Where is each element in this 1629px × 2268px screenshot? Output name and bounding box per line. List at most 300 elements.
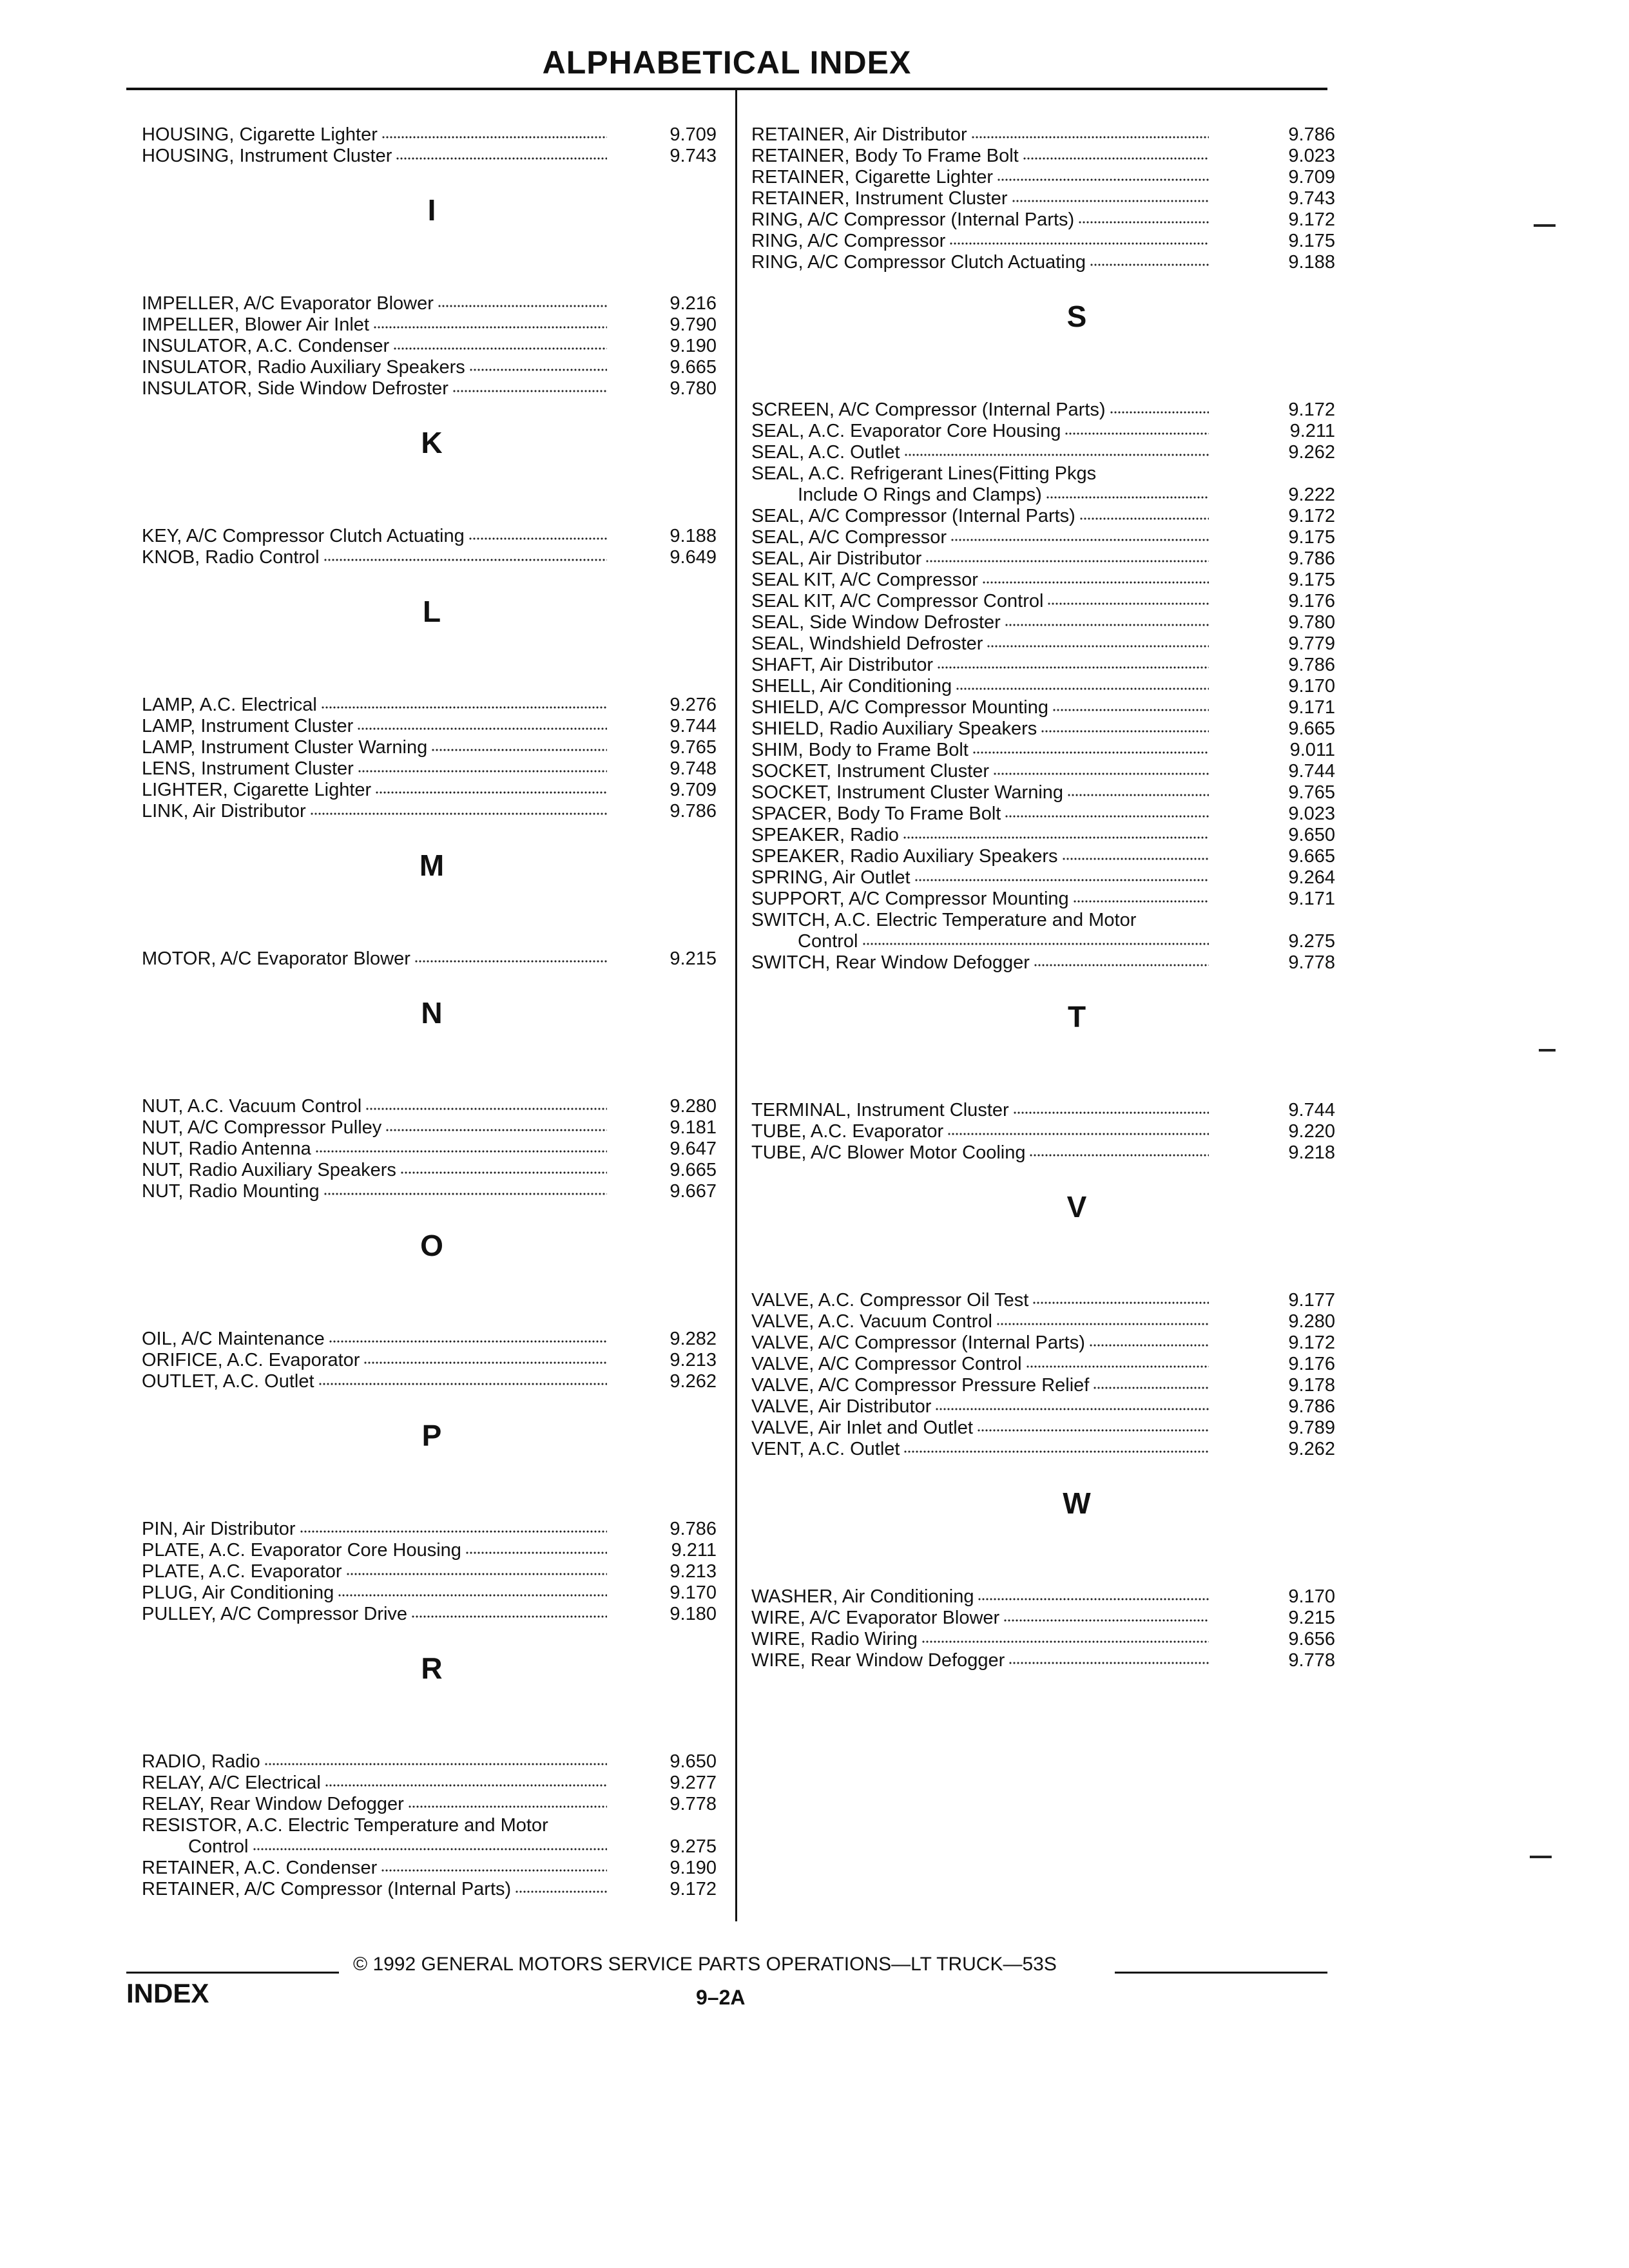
entry-description: VALVE, A/C Compressor (Internal Parts) bbox=[751, 1332, 1085, 1353]
index-entry bbox=[142, 336, 722, 357]
entry-page-number: 9.786 bbox=[1288, 124, 1335, 145]
index-entry bbox=[142, 1329, 722, 1350]
index-entry bbox=[142, 1773, 722, 1794]
entry-description: RETAINER, A/C Compressor (Internal Parts) bbox=[142, 1879, 512, 1899]
dot-leader bbox=[971, 135, 1209, 140]
entry-page-number: 9.023 bbox=[1288, 146, 1335, 166]
dot-leader bbox=[982, 580, 1209, 585]
dot-leader bbox=[993, 771, 1209, 776]
index-entry bbox=[751, 399, 1338, 421]
entry-description: SEAL, A.C. Outlet bbox=[751, 442, 900, 463]
index-entry bbox=[142, 146, 722, 167]
index-entry bbox=[751, 146, 1338, 167]
dot-leader bbox=[1052, 707, 1209, 713]
dot-leader bbox=[1005, 622, 1209, 628]
entry-page-number: 9.188 bbox=[1288, 252, 1335, 273]
index-entry bbox=[751, 252, 1338, 273]
entry-description: MOTOR, A/C Evaporator Blower bbox=[142, 948, 410, 969]
entry-page-number: 9.709 bbox=[670, 124, 717, 145]
index-entry bbox=[142, 1582, 722, 1604]
entry-description: SEAL, A.C. Evaporator Core Housing bbox=[751, 421, 1061, 441]
entry-description: TUBE, A/C Blower Motor Cooling bbox=[751, 1142, 1026, 1163]
entry-page-number: 9.262 bbox=[1288, 1439, 1335, 1459]
index-entry bbox=[142, 1751, 722, 1773]
entry-description: SHIELD, Radio Auxiliary Speakers bbox=[751, 718, 1037, 739]
index-entry bbox=[142, 293, 722, 314]
entry-description: SOCKET, Instrument Cluster Warning bbox=[751, 782, 1064, 803]
footer-page-number: 9–2A bbox=[696, 1986, 746, 2009]
index-entry bbox=[142, 737, 722, 758]
dot-leader bbox=[1023, 156, 1209, 161]
entry-description: RETAINER, Body To Frame Bolt bbox=[751, 146, 1019, 166]
entry-page-number: 9.786 bbox=[670, 801, 717, 822]
dot-leader bbox=[1003, 1618, 1209, 1623]
index-entry bbox=[142, 1561, 722, 1582]
dot-leader bbox=[903, 1449, 1209, 1454]
index-entry bbox=[751, 952, 1338, 974]
index-entry bbox=[142, 1540, 722, 1561]
entry-page-number: 9.213 bbox=[670, 1350, 717, 1370]
dot-leader bbox=[1090, 262, 1209, 267]
dot-leader bbox=[972, 750, 1209, 755]
entry-page-number: 9.786 bbox=[670, 1519, 717, 1539]
dot-leader bbox=[904, 452, 1209, 457]
entry-description: KNOB, Radio Control bbox=[142, 547, 320, 568]
entry-description: PLATE, A.C. Evaporator bbox=[142, 1561, 342, 1582]
entry-page-number: 9.650 bbox=[670, 1751, 717, 1772]
entry-description: SOCKET, Instrument Cluster bbox=[751, 761, 990, 782]
index-entry bbox=[142, 1096, 722, 1117]
entry-description: VALVE, A/C Compressor Control bbox=[751, 1354, 1022, 1374]
entry-description: RING, A/C Compressor Clutch Actuating bbox=[751, 252, 1086, 273]
entry-description: WIRE, Radio Wiring bbox=[751, 1629, 918, 1649]
index-entry bbox=[751, 676, 1338, 697]
index-entry bbox=[142, 314, 722, 336]
index-entry bbox=[751, 1418, 1338, 1439]
index-entry bbox=[142, 1371, 722, 1392]
entry-description: SPACER, Body To Frame Bolt bbox=[751, 803, 1001, 824]
index-entry bbox=[751, 867, 1338, 889]
dot-leader bbox=[977, 1428, 1209, 1433]
entry-page-number: 9.665 bbox=[670, 357, 717, 378]
dot-leader bbox=[914, 878, 1209, 883]
entry-description: VALVE, A.C. Vacuum Control bbox=[751, 1311, 992, 1332]
entry-page-number: 9.176 bbox=[1288, 591, 1335, 611]
index-entry bbox=[751, 910, 1338, 931]
index-entry bbox=[751, 124, 1338, 146]
index-entry bbox=[751, 1311, 1338, 1332]
dot-leader bbox=[264, 1762, 607, 1767]
index-entry bbox=[751, 825, 1338, 846]
index-entry bbox=[751, 740, 1338, 761]
entry-page-number: 9.779 bbox=[1288, 633, 1335, 654]
dot-leader bbox=[1110, 410, 1209, 415]
section-letter: K bbox=[421, 426, 443, 459]
entry-page-number: 9.176 bbox=[1288, 1354, 1335, 1374]
index-entry bbox=[751, 506, 1338, 527]
dot-leader bbox=[346, 1571, 607, 1577]
entry-page-number: 9.172 bbox=[1288, 1332, 1335, 1353]
entry-page-number: 9.780 bbox=[1288, 612, 1335, 633]
entry-page-number: 9.649 bbox=[670, 547, 717, 568]
index-entry bbox=[142, 1519, 722, 1540]
entry-description: NUT, Radio Antenna bbox=[142, 1139, 311, 1159]
entry-page-number: 9.647 bbox=[670, 1139, 717, 1159]
dot-leader bbox=[947, 1131, 1209, 1137]
entry-page-number: 9.709 bbox=[1288, 167, 1335, 187]
entry-page-number: 9.778 bbox=[1288, 1650, 1335, 1671]
dot-leader bbox=[903, 835, 1209, 840]
section-letter: O bbox=[420, 1229, 443, 1262]
index-entry bbox=[142, 1604, 722, 1625]
entry-description: WIRE, A/C Evaporator Blower bbox=[751, 1608, 1000, 1628]
entry-page-number: 9.264 bbox=[1288, 867, 1335, 888]
entry-description: INSULATOR, A.C. Condenser bbox=[142, 336, 390, 356]
entry-description: VALVE, Air Inlet and Outlet bbox=[751, 1418, 973, 1438]
entry-description: SEAL, A/C Compressor (Internal Parts) bbox=[751, 506, 1075, 526]
entry-description: Control bbox=[798, 931, 858, 952]
entry-page-number: 9.216 bbox=[670, 293, 717, 314]
entry-page-number: 9.170 bbox=[1288, 676, 1335, 697]
entry-page-number: 9.276 bbox=[670, 695, 717, 715]
section-letter: M bbox=[419, 849, 445, 882]
entry-description: RESISTOR, A.C. Electric Temperature and Motor bbox=[142, 1815, 548, 1836]
index-entry bbox=[142, 124, 722, 146]
dot-leader bbox=[925, 559, 1209, 564]
entry-description: PIN, Air Distributor bbox=[142, 1519, 296, 1539]
dot-leader bbox=[408, 1804, 607, 1809]
entry-page-number: 9.277 bbox=[670, 1773, 717, 1793]
entry-description: RETAINER, Cigarette Lighter bbox=[751, 167, 993, 187]
section-letter: R bbox=[421, 1651, 443, 1685]
index-entry bbox=[142, 1879, 722, 1900]
index-entry bbox=[142, 1794, 722, 1815]
dot-leader bbox=[253, 1847, 607, 1852]
index-entry bbox=[751, 1629, 1338, 1650]
entry-description: INSULATOR, Radio Auxiliary Speakers bbox=[142, 357, 465, 378]
entry-page-number: 9.178 bbox=[1288, 1375, 1335, 1396]
dot-leader bbox=[365, 1106, 607, 1111]
index-entry bbox=[142, 758, 722, 780]
index-entry bbox=[751, 697, 1338, 718]
index-entry bbox=[751, 612, 1338, 633]
index-entry bbox=[751, 421, 1338, 442]
entry-description: RADIO, Radio bbox=[142, 1751, 260, 1772]
index-entry bbox=[751, 803, 1338, 825]
entry-description: OUTLET, A.C. Outlet bbox=[142, 1371, 314, 1392]
entry-page-number: 9.170 bbox=[1288, 1586, 1335, 1607]
entry-page-number: 9.190 bbox=[670, 1858, 717, 1878]
entry-description: NUT, A.C. Vacuum Control bbox=[142, 1096, 362, 1117]
entry-page-number: 9.220 bbox=[1288, 1121, 1335, 1142]
dot-leader bbox=[997, 177, 1209, 182]
dot-leader bbox=[949, 241, 1209, 246]
entry-description: KEY, A/C Compressor Clutch Actuating bbox=[142, 526, 465, 546]
entry-page-number: 9.175 bbox=[1288, 570, 1335, 590]
page-title: ALPHABETICAL INDEX bbox=[542, 44, 912, 81]
entry-description: RELAY, Rear Window Defogger bbox=[142, 1794, 404, 1814]
entry-page-number: 9.650 bbox=[1288, 825, 1335, 845]
dot-leader bbox=[1046, 495, 1209, 500]
dot-leader bbox=[329, 1339, 607, 1344]
entry-description: LENS, Instrument Cluster bbox=[142, 758, 354, 779]
entry-description: OIL, A/C Maintenance bbox=[142, 1329, 325, 1349]
entry-description: SHIELD, A/C Compressor Mounting bbox=[751, 697, 1048, 718]
dot-leader bbox=[515, 1889, 607, 1894]
entry-description: LAMP, A.C. Electrical bbox=[142, 695, 317, 715]
entry-page-number: 9.172 bbox=[1288, 399, 1335, 420]
index-entry bbox=[142, 1181, 722, 1202]
dot-leader bbox=[323, 1191, 607, 1196]
dot-leader bbox=[400, 1170, 607, 1175]
entry-description: SUPPORT, A/C Compressor Mounting bbox=[751, 889, 1069, 909]
title-rule bbox=[126, 88, 1327, 90]
entry-description: WASHER, Air Conditioning bbox=[751, 1586, 974, 1607]
index-entry bbox=[751, 485, 1338, 506]
entry-description: SEAL, Windshield Defroster bbox=[751, 633, 983, 654]
entry-page-number: 9.190 bbox=[670, 336, 717, 356]
entry-page-number: 9.665 bbox=[1288, 846, 1335, 867]
index-entry bbox=[751, 846, 1338, 867]
entry-page-number: 9.180 bbox=[670, 1604, 717, 1624]
entry-page-number: 9.262 bbox=[670, 1371, 717, 1392]
dot-leader bbox=[935, 1407, 1209, 1412]
entry-page-number: 9.744 bbox=[1288, 761, 1335, 782]
entry-page-number: 9.280 bbox=[1288, 1311, 1335, 1332]
index-entry bbox=[142, 695, 722, 716]
entry-page-number: 9.275 bbox=[1288, 931, 1335, 952]
dot-leader bbox=[468, 536, 607, 541]
index-entry bbox=[142, 1160, 722, 1181]
entry-page-number: 9.172 bbox=[670, 1879, 717, 1899]
margin-mark bbox=[1534, 224, 1556, 227]
index-entry bbox=[142, 1858, 722, 1879]
margin-mark bbox=[1539, 1049, 1556, 1052]
entry-page-number: 9.665 bbox=[1288, 718, 1335, 739]
index-entry bbox=[142, 526, 722, 547]
entry-page-number: 9.170 bbox=[670, 1582, 717, 1603]
entry-description: IMPELLER, A/C Evaporator Blower bbox=[142, 293, 434, 314]
dot-leader bbox=[1029, 1153, 1209, 1158]
entry-page-number: 9.786 bbox=[1288, 1396, 1335, 1417]
entry-description: SEAL KIT, A/C Compressor bbox=[751, 570, 978, 590]
index-entry bbox=[142, 1350, 722, 1371]
entry-page-number: 9.765 bbox=[670, 737, 717, 758]
index-entry bbox=[751, 1439, 1338, 1460]
entry-description: RING, A/C Compressor (Internal Parts) bbox=[751, 209, 1075, 230]
footer-rule-left bbox=[126, 1972, 339, 1974]
entry-description: LINK, Air Distributor bbox=[142, 801, 306, 822]
entry-page-number: 9.211 bbox=[1289, 421, 1335, 441]
dot-leader bbox=[1067, 793, 1209, 798]
entry-page-number: 9.175 bbox=[1288, 231, 1335, 251]
entry-description: ORIFICE, A.C. Evaporator bbox=[142, 1350, 360, 1370]
entry-description: VENT, A.C. Outlet bbox=[751, 1439, 900, 1459]
entry-page-number: 9.215 bbox=[670, 948, 717, 969]
dot-leader bbox=[921, 1639, 1209, 1644]
dot-leader bbox=[956, 686, 1209, 691]
entry-description: SHAFT, Air Distributor bbox=[751, 655, 933, 675]
entry-page-number: 9.171 bbox=[1288, 697, 1335, 718]
index-entry bbox=[751, 1650, 1338, 1671]
entry-description: RELAY, A/C Electrical bbox=[142, 1773, 321, 1793]
dot-leader bbox=[937, 665, 1209, 670]
dot-leader bbox=[381, 1868, 607, 1873]
index-entry bbox=[751, 1100, 1338, 1121]
index-entry bbox=[751, 1121, 1338, 1142]
entry-description: RETAINER, Instrument Cluster bbox=[751, 188, 1008, 209]
dot-leader bbox=[1008, 1660, 1209, 1666]
entry-description: NUT, Radio Mounting bbox=[142, 1181, 320, 1202]
dot-leader bbox=[1032, 1300, 1209, 1305]
entry-page-number: 9.177 bbox=[1288, 1290, 1335, 1311]
index-entry bbox=[751, 889, 1338, 910]
entry-page-number: 9.656 bbox=[1288, 1629, 1335, 1649]
index-entry bbox=[751, 231, 1338, 252]
margin-mark bbox=[1530, 1856, 1552, 1858]
index-entry bbox=[751, 633, 1338, 655]
entry-page-number: 9.211 bbox=[671, 1540, 717, 1561]
entry-description: Include O Rings and Clamps) bbox=[798, 485, 1042, 505]
entry-description: VALVE, Air Distributor bbox=[751, 1396, 932, 1417]
dot-leader bbox=[396, 156, 607, 161]
dot-leader bbox=[385, 1128, 607, 1133]
entry-description: SEAL, A.C. Refrigerant Lines(Fitting Pkgs bbox=[751, 463, 1097, 484]
footer-section-label: INDEX bbox=[126, 1978, 209, 2008]
entry-page-number: 9.188 bbox=[670, 526, 717, 546]
dot-leader bbox=[321, 705, 607, 710]
index-entry bbox=[142, 547, 722, 568]
dot-leader bbox=[358, 769, 607, 774]
index-entry bbox=[751, 1332, 1338, 1354]
entry-page-number: 9.218 bbox=[1288, 1142, 1335, 1163]
entry-page-number: 9.215 bbox=[1288, 1608, 1335, 1628]
entry-description: PLATE, A.C. Evaporator Core Housing bbox=[142, 1540, 461, 1561]
index-entry bbox=[751, 782, 1338, 803]
entry-description: INSULATOR, Side Window Defroster bbox=[142, 378, 448, 399]
index-entry bbox=[751, 209, 1338, 231]
entry-description: TERMINAL, Instrument Cluster bbox=[751, 1100, 1009, 1120]
entry-page-number: 9.709 bbox=[670, 780, 717, 800]
dot-leader bbox=[363, 1360, 607, 1365]
entry-description: NUT, Radio Auxiliary Speakers bbox=[142, 1160, 396, 1180]
entry-description: PLUG, Air Conditioning bbox=[142, 1582, 334, 1603]
dot-leader bbox=[978, 1597, 1209, 1602]
section-letter: T bbox=[1067, 1000, 1086, 1033]
dot-leader bbox=[1034, 963, 1209, 968]
entry-description: RETAINER, Air Distributor bbox=[751, 124, 967, 145]
footer-copyright: © 1992 GENERAL MOTORS SERVICE PARTS OPERATIONS—LT TRUCK—53S bbox=[353, 1954, 1057, 1975]
entry-page-number: 9.765 bbox=[1288, 782, 1335, 803]
index-entry bbox=[751, 167, 1338, 188]
index-entry bbox=[751, 548, 1338, 570]
index-entry bbox=[751, 1396, 1338, 1418]
index-entry bbox=[751, 1375, 1338, 1396]
dot-leader bbox=[1079, 516, 1209, 521]
dot-leader bbox=[375, 790, 607, 795]
entry-page-number: 9.778 bbox=[670, 1794, 717, 1814]
index-entry bbox=[751, 527, 1338, 548]
entry-description: WIRE, Rear Window Defogger bbox=[751, 1650, 1005, 1671]
index-entry bbox=[751, 1608, 1338, 1629]
index-entry bbox=[751, 188, 1338, 209]
index-entry bbox=[751, 570, 1338, 591]
index-entry bbox=[751, 718, 1338, 740]
dot-leader bbox=[862, 941, 1209, 947]
column-divider bbox=[735, 89, 737, 1921]
index-entry bbox=[142, 948, 722, 970]
dot-leader bbox=[338, 1593, 607, 1598]
dot-leader bbox=[1073, 899, 1209, 904]
section-letter: V bbox=[1066, 1190, 1087, 1224]
entry-description: LIGHTER, Cigarette Lighter bbox=[142, 780, 372, 800]
section-letter: W bbox=[1063, 1486, 1091, 1520]
entry-description: PULLEY, A/C Compressor Drive bbox=[142, 1604, 408, 1624]
entry-page-number: 9.275 bbox=[670, 1836, 717, 1857]
index-entry bbox=[142, 1139, 722, 1160]
dot-leader bbox=[393, 346, 607, 351]
dot-leader bbox=[300, 1529, 607, 1534]
index-entry bbox=[142, 801, 722, 822]
entry-page-number: 9.667 bbox=[670, 1181, 717, 1202]
dot-leader bbox=[438, 303, 607, 309]
index-entry bbox=[142, 1836, 722, 1858]
entry-description: SWITCH, Rear Window Defogger bbox=[751, 952, 1030, 973]
entry-page-number: 9.181 bbox=[670, 1117, 717, 1138]
index-entry bbox=[142, 1117, 722, 1139]
entry-page-number: 9.023 bbox=[1288, 803, 1335, 824]
index-entry bbox=[142, 357, 722, 378]
section-letter: N bbox=[421, 996, 443, 1030]
entry-description: SEAL, Air Distributor bbox=[751, 548, 922, 569]
index-entry bbox=[751, 1142, 1338, 1164]
entry-page-number: 9.011 bbox=[1289, 740, 1335, 760]
entry-description: RETAINER, A.C. Condenser bbox=[142, 1858, 378, 1878]
entry-description: NUT, A/C Compressor Pulley bbox=[142, 1117, 382, 1138]
entry-page-number: 9.175 bbox=[1288, 527, 1335, 548]
entry-page-number: 9.786 bbox=[1288, 655, 1335, 675]
entry-description: HOUSING, Cigarette Lighter bbox=[142, 124, 378, 145]
section-letter: I bbox=[427, 193, 436, 227]
dot-leader bbox=[357, 726, 607, 731]
index-entry bbox=[751, 591, 1338, 612]
entry-description: SEAL, Side Window Defroster bbox=[751, 612, 1001, 633]
index-entry bbox=[142, 716, 722, 737]
dot-leader bbox=[452, 389, 607, 394]
section-letter: S bbox=[1066, 300, 1087, 333]
entry-description: SPEAKER, Radio Auxiliary Speakers bbox=[751, 846, 1058, 867]
entry-description: LAMP, Instrument Cluster Warning bbox=[142, 737, 428, 758]
dot-leader bbox=[1089, 1343, 1209, 1348]
entry-page-number: 9.789 bbox=[1288, 1418, 1335, 1438]
index-entry bbox=[751, 655, 1338, 676]
entry-description: SWITCH, A.C. Electric Temperature and Motor bbox=[751, 910, 1137, 930]
dot-leader bbox=[1062, 856, 1209, 861]
entry-description: TUBE, A.C. Evaporator bbox=[751, 1121, 944, 1142]
dot-leader bbox=[310, 811, 607, 816]
dot-leader bbox=[414, 959, 607, 964]
entry-page-number: 9.790 bbox=[670, 314, 717, 335]
entry-page-number: 9.262 bbox=[1288, 442, 1335, 463]
entry-description: VALVE, A/C Compressor Pressure Relief bbox=[751, 1375, 1090, 1396]
dot-leader bbox=[323, 557, 607, 562]
entry-description: IMPELLER, Blower Air Inlet bbox=[142, 314, 369, 335]
dot-leader bbox=[373, 325, 607, 330]
dot-leader bbox=[987, 644, 1209, 649]
entry-page-number: 9.172 bbox=[1288, 506, 1335, 526]
entry-description: HOUSING, Instrument Cluster bbox=[142, 146, 392, 166]
index-entry bbox=[751, 761, 1338, 782]
